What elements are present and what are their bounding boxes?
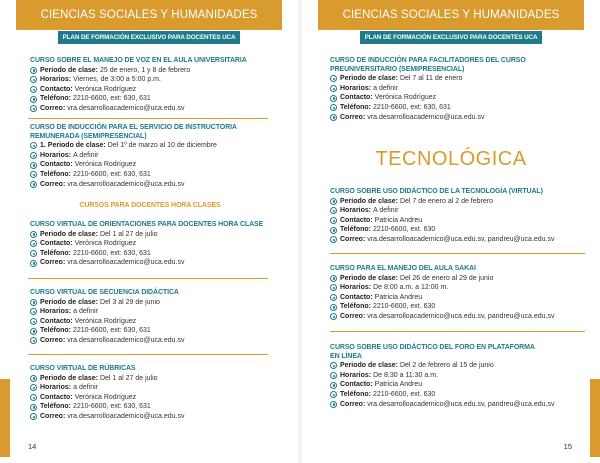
person-icon <box>330 95 337 102</box>
contacto-row: Contacto: Verónica Rodríguez <box>30 239 270 249</box>
email-icon <box>330 313 337 320</box>
contacto-row: Contacto: Patricia Andreu <box>330 380 590 390</box>
course-title: CURSO VIRTUAL DE ORIENTACIONES PARA DOCENTES HORA CLASE <box>30 221 264 228</box>
person-icon <box>30 318 37 325</box>
course-block <box>30 221 270 268</box>
person-icon <box>330 217 337 224</box>
phone-icon <box>30 328 37 335</box>
person-icon <box>330 382 337 389</box>
course-block <box>30 365 270 422</box>
horario-row: Horarios: A definir <box>30 151 270 161</box>
calendar-icon <box>330 275 337 282</box>
divider <box>330 331 585 332</box>
email-link[interactable]: vra.desarrolloacademico@uca.edu.sv, pandreu@uca.edu.sv <box>367 235 555 243</box>
horario-row: Horarios: a definir <box>30 307 270 317</box>
calendar-icon <box>30 299 37 306</box>
telefono-row: Teléfono: 2210-6600, ext: 630, 631 <box>30 249 270 259</box>
course-block <box>330 57 590 122</box>
periodo-row: Periodo de clase: Del 7 de enero al 2 de febrero <box>330 197 590 207</box>
email-icon <box>30 413 37 420</box>
horario-row: Horarios: Viernes, de 3:00 a 5:00 p.m. <box>30 75 270 85</box>
periodo-row: Periodo de clase: Del 3 al 29 de junio <box>30 298 270 308</box>
telefono-row: Teléfono: 2210-6600, ext: 630, 631 <box>330 103 590 113</box>
periodo-row: Periodo de clase: Del 1 al 27 de julio <box>30 374 270 384</box>
category-title: TECNOLÓGICA <box>375 148 527 170</box>
contacto-row: Contacto: Verónica Rodríguez <box>330 93 590 103</box>
email-link[interactable]: vra.desarrolloacademico@uca.edu.sv <box>67 104 185 112</box>
periodo-row: Periodo de clase: 25 de enero, 1 y 8 de febrero <box>30 66 270 76</box>
clock-icon <box>30 384 37 391</box>
person-icon <box>30 240 37 247</box>
correo-row: Correo: vra.desarrolloacademico@uca.edu.sv, pandreu@uca.edu.sv <box>330 312 590 322</box>
course-title: CURSO DE INDUCCIÓN PARA EL SERVICIO DE INSTRUCTORIA <box>30 124 237 131</box>
contacto-row: Contacto: Patricia Andreu <box>330 216 590 226</box>
phone-icon <box>30 250 37 257</box>
course-title: CURSO SOBRE USO DIDÁCTICO DEL FORO EN PLATAFORMA <box>330 344 535 351</box>
horario-row: Horarios: A definir <box>330 206 590 216</box>
course-title: CURSO SOBRE USO DIDÁCTICO DE LA TECNOLOGÍA (VIRTUAL) <box>330 188 543 195</box>
course-title: CURSO SOBRE EL MANEJO DE VOZ EN EL AULA UNIVERSITARIA <box>30 57 247 64</box>
phone-icon <box>330 304 337 311</box>
telefono-row: Teléfono: 2210-6600, ext: 630, 631 <box>30 170 270 180</box>
horario-row: Horarios: De 8:30 a 11:30 a.m. <box>330 371 590 381</box>
section-header: CIENCIAS SOCIALES Y HUMANIDADES <box>318 0 584 30</box>
plan-subheader: PLAN DE FORMACIÓN EXCLUSIVO PARA DOCENTES UCA <box>360 31 542 44</box>
telefono-row: Teléfono: 2210-6600, ext: 630, 631 <box>30 94 270 104</box>
phone-icon <box>330 391 337 398</box>
periodo-row: Periodo de clase: Del 26 de enero al 29 de junio <box>330 274 590 284</box>
page-number: 15 <box>563 442 572 451</box>
telefono-row: Teléfono: 2210-6600, ext: 630, 631 <box>30 326 270 336</box>
course-title: CURSO VIRTUAL DE SECUENCIA DIDÁCTICA <box>30 289 179 296</box>
calendar-icon <box>330 362 337 369</box>
email-icon <box>30 105 37 112</box>
course-title: CURSO DE INDUCCIÓN PARA FACILITADORES DEL CURSO <box>330 57 526 64</box>
email-link[interactable]: vra.desarrolloacademico@uca.edu.sv, pandreu@uca.edu.sv <box>367 312 555 320</box>
plan-subheader: PLAN DE FORMACIÓN EXCLUSIVO PARA DOCENTES UCA <box>58 31 240 44</box>
email-icon <box>30 337 37 344</box>
clock-icon <box>330 284 337 291</box>
periodo-row: Periodo de clase: Del 7 al 11 de enero <box>330 74 590 84</box>
section-label-block <box>30 202 270 211</box>
right-page <box>302 0 600 463</box>
phone-icon <box>30 171 37 178</box>
divider <box>28 354 268 355</box>
contacto-row: Contacto: Patricia Andreu <box>330 293 590 303</box>
email-icon <box>330 401 337 408</box>
periodo-row: 1. Periodo de clase: Del 1º de marzo al 10 de diciembre <box>30 141 270 151</box>
telefono-row: Teléfono: 2210-6600, ext. 630 <box>330 390 590 400</box>
correo-row: Correo: vra.desarrolloacademico@uca.edu.sv <box>330 113 590 123</box>
email-link[interactable]: vra.desarrolloacademico@uca.edu.sv <box>67 180 185 188</box>
telefono-row: Teléfono: 2210-6600, ext. 630 <box>330 225 590 235</box>
course-block <box>330 188 590 245</box>
course-title-cont: EN LÍNEA <box>330 352 362 360</box>
correo-row: Correo: vra.desarrolloacademico@uca.edu.sv <box>30 180 270 190</box>
periodo-row: Periodo de clase: Del 1 al 27 de julio <box>30 230 270 240</box>
course-block <box>330 344 590 409</box>
email-icon <box>330 236 337 243</box>
clock-icon <box>30 308 37 315</box>
divider <box>28 118 268 119</box>
clock-icon <box>330 207 337 214</box>
person-icon <box>330 294 337 301</box>
horario-row: Horarios: a definir <box>330 84 590 94</box>
telefono-row: Teléfono: 2210-6600, ext: 630, 631 <box>30 402 270 412</box>
divider <box>28 278 268 279</box>
course-block <box>30 124 270 189</box>
horario-row: Horarios: De 8:00 a.m. a 12:00 m. <box>330 283 590 293</box>
person-icon <box>30 162 37 169</box>
calendar-icon <box>30 231 37 238</box>
course-title-cont: PREUNIVERSITARIO (SEMIPRESENCIAL) <box>330 65 465 73</box>
correo-row: Correo: vra.desarrolloacademico@uca.edu.sv <box>30 336 270 346</box>
course-title-cont: REMUNERADA (SEMIPRESENCIAL) <box>30 132 147 140</box>
correo-row: Correo: vra.desarrolloacademico@uca.edu.sv, pandreu@uca.edu.sv <box>330 235 590 245</box>
email-link[interactable]: vra.desarrolloacademico@uca.edu.sv <box>67 259 185 267</box>
side-tab <box>590 379 600 457</box>
correo-row: Correo: vra.desarrolloacademico@uca.edu.sv, pandreu@uca.edu.sv <box>330 400 590 410</box>
calendar-icon <box>30 142 37 149</box>
calendar-icon <box>30 375 37 382</box>
phone-icon <box>30 96 37 103</box>
person-icon <box>30 394 37 401</box>
clock-icon <box>30 76 37 83</box>
email-link[interactable]: vra.desarrolloacademico@uca.edu.sv, pandreu@uca.edu.sv <box>367 400 555 408</box>
section-label: CURSOS PARA DOCENTES HORA CLASES <box>79 202 221 209</box>
clock-icon <box>330 372 337 379</box>
email-link[interactable]: vra.desarrolloacademico@uca.edu.sv <box>67 412 185 420</box>
contacto-row: Contacto: Verónica Rodríguez <box>30 160 270 170</box>
phone-icon <box>330 104 337 111</box>
course-block <box>30 57 270 114</box>
section-header: CIENCIAS SOCIALES Y HUMANIDADES <box>16 0 282 30</box>
periodo-row: Periodo de clase: Del 2 de febrero al 15 de junio <box>330 361 590 371</box>
side-tab <box>0 379 10 457</box>
email-icon <box>30 260 37 267</box>
course-title: CURSO PARA EL MANEJO DEL AULA SAKAI <box>330 265 476 272</box>
email-link[interactable]: vra.desarrolloacademico@uca.edu.sv <box>67 336 185 344</box>
correo-row: Correo: vra.desarrolloacademico@uca.edu.sv <box>30 258 270 268</box>
email-link[interactable]: vra.desarrolloacademico@uca.edu.sv <box>367 113 485 121</box>
contacto-row: Contacto: Verónica Rodríguez <box>30 393 270 403</box>
clock-icon <box>30 152 37 159</box>
divider <box>330 253 585 254</box>
course-title: CURSO VIRTUAL DE RÚBRICAS <box>30 365 136 372</box>
page-number: 14 <box>28 442 37 451</box>
email-icon <box>30 181 37 188</box>
correo-row: Correo: vra.desarrolloacademico@uca.edu.sv <box>30 412 270 422</box>
contacto-row: Contacto: Verónica Rodríguez <box>30 317 270 327</box>
calendar-icon <box>330 75 337 82</box>
contacto-row: Contacto: Verónica Rodríguez <box>30 85 270 95</box>
phone-icon <box>30 404 37 411</box>
horario-row: Horarios: a definir <box>30 383 270 393</box>
course-block <box>330 265 590 322</box>
calendar-icon <box>30 67 37 74</box>
telefono-row: Teléfono: 2210-6600, ext. 630 <box>330 302 590 312</box>
email-icon <box>330 114 337 121</box>
left-page <box>0 0 298 463</box>
calendar-icon <box>330 198 337 205</box>
correo-row: Correo: vra.desarrolloacademico@uca.edu.sv <box>30 104 270 114</box>
course-block <box>30 289 270 346</box>
phone-icon <box>330 227 337 234</box>
clock-icon <box>330 85 337 92</box>
person-icon <box>30 86 37 93</box>
